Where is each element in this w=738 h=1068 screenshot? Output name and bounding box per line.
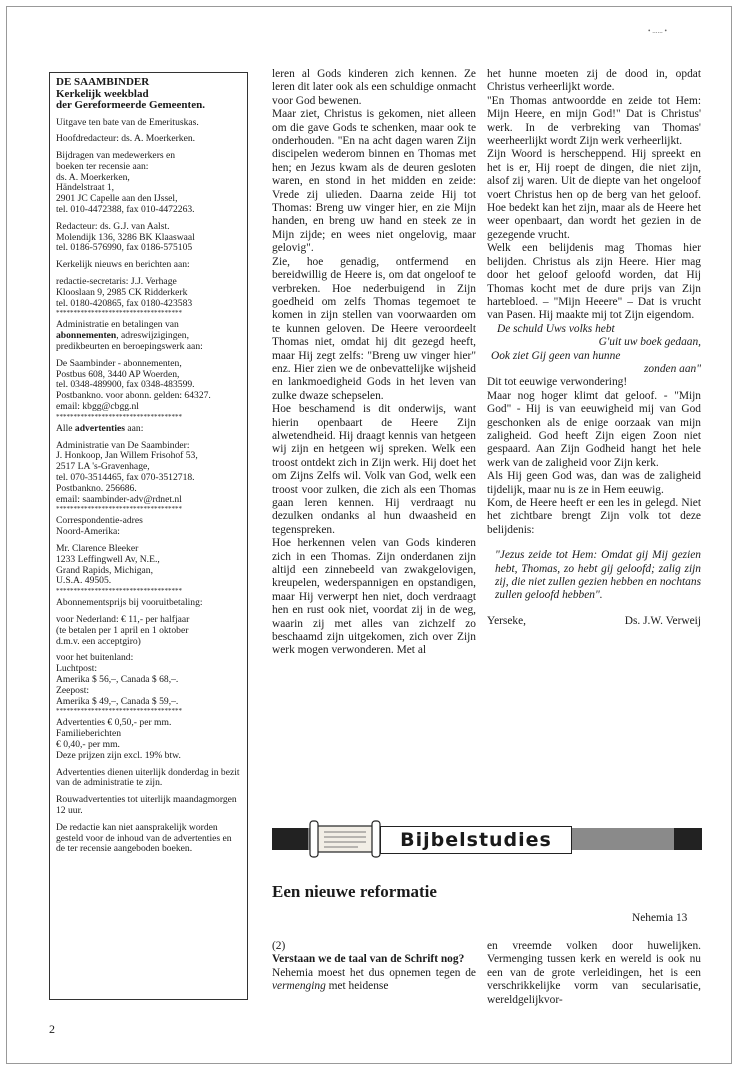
banner-label: Bijbelstudies [380,826,572,854]
poem-line: G'uit uw boek gedaan, [598,336,701,349]
poem-line: Ook ziet Gij geen van hunne [491,349,621,362]
hoofdredacteur: Hoofdredacteur: ds. A. Moerkerken. [56,133,196,145]
subheading: Verstaan we de taal van de Schrift nog? [272,953,465,966]
scroll-icon [308,820,388,858]
paragraph: Maar ziet, Christus is gekomen, niet alleen om die gave Gods te schenken, maar ook te onderhouden. "En na acht dagen waren Zijn discipelen wederom binnen en Thomas met hen; en Jezus kwam als de deuren gesloten waren, en stond in het midden en zeide: Vrede zij ulieden. Daarna zeide Hij tot Thomas: Breng uw vinger hier, en zie Mijn handen, en breng uw hand en steek ze in Mijn zijde; en wees niet ongelovig, maar gelovig". [272,108,476,255]
colophon-box [49,72,248,1000]
poem [487,323,701,377]
prijs-nederland: voor Nederland: € 11,- per halfjaar (te betalen per 1 april en 1 oktober d.m.v. een acceptgiro) [56,613,190,647]
banner-block-left [272,828,308,850]
signature [487,615,701,628]
advertentie-termijn: Advertenties dienen uiterlijk donderdag in bezit van de administratie te zijn. [56,766,240,789]
paragraph: Als Hij geen God was, dan was de zaligheid tijdelijk, maar nu is ze in Hem eeuwig. [487,470,701,496]
rouwadvertenties: Rouwadvertenties tot uiterlijk maandagmorgen 12 uur. [56,794,237,816]
section-banner [272,820,702,858]
disclaimer: De redactie kan niet aansprakelijk worden gesteld voor de inhoud van de advertenties en de ter recensie aangeboden boeken. [56,821,232,855]
paragraph: en vreemde volken door huwelijken. Vermenging tussen kerk en wereld is ook nu een van de grote verleidingen, het is een verschrikkelijke vorm van secularisatie, wereldgelijkvor- [487,940,701,1006]
separator: ************************************ [56,506,182,514]
paragraph: het hunne moeten zij de dood in, opdat Christus verheerlijkt worde. [487,68,701,94]
bible-quote: "Jezus zeide tot Hem: Omdat gij Mij gezien hebt, Thomas, zo hebt gij geloofd; zalig zijn zij, die niet zullen gezien hebben en nochtans zullen geloofd hebben". [495,549,701,602]
paragraph: Kom, de Heere heeft er een les in gelegd. Niet het zichtbare brengt Zijn volk tot deze belijdenis: [487,497,701,536]
separator: ************************************ [56,708,182,716]
prijs-buitenland: voor het buitenland: Luchtpost: Amerika $ 56,–, Canada $ 68,–. Zeepost: Amerika $ 49,–, Canada $ 59,–. [56,652,179,707]
signature-place: Yerseke, [487,614,527,627]
signature-author: Ds. J.W. Verweij [624,614,701,627]
part-number: (2) [272,940,286,952]
paragraph: Zijn Woord is herscheppend. Hij spreekt en het is er, Hij roept de dingen, die niet zijn, alsof zij waren. Uit de diepte van het ongeloof voert Christus hen op de berg van het geloof. Hoe bedekt kan het zijn, maar als de Heere het weer openbaart, dan wordt het gezien in de gezegende vrucht. [487,148,701,241]
poem-line: zonden aan" [644,362,701,375]
page-number: 2 [49,1022,55,1036]
paragraph: Hoe beschamend is dit onderwijs, want hierin openbaart de Heere Zijn alwetendheid. Hij draagt kennis van hetgeen wij zijn en hetgeen wij spreken. Welk een troost ontdekt zich in Zijn werk. Hij doet het om Zijns Zelfs wil. Volk van God, welk een troost voor zulken, die zich als een Thomas gaan leren kennen. Hij verdraagt nu dezulken ondanks al hun dwaasheid en tegenspreken. [272,403,476,536]
administratie-adres: De Saambinder - abonnementen, Postbus 608, 3440 AP Woerden, tel. 0348-489900, fax 0348-483599. Postbankno. voor abonn. gelden: 64327. email: kbgg@cbgg.nl [56,357,211,413]
abonnementsprijs: Abonnementsprijs bij vooruitbetaling: [56,597,203,609]
corner-mark: • ...... • [648,27,667,35]
article-column-2 [487,68,701,628]
paragraph: Maar nog hoger klimt dat geloof. - "Mijn God" - Hij is van eeuwigheid mij van God geschonken als de enige oorzaak van mijn zaligheid. God heeft Zijn eigen Zoon niet gespaard. Aan Zijn Godheid hangt het hele werk van de zaligheid voor Zijn kerk. [487,389,701,469]
uitgave: Uitgave ten bate van de Emerituskas. [56,116,199,128]
paragraph: Welk een belijdenis mag Thomas hier belijden. Christus als zijn Heere. Hier mag door het geloof geloofd worden, dat Hij Thomas kocht met de dure prijs van Zijn hartebloed. – "Mijn Heeere" – Dat is vrucht van Pasen. Hij maakte mij tot Zijn eigendom. [487,242,701,322]
masthead-line: der Gereformeerde Gemeenten. [56,99,205,111]
advertenties-intro: Alle advertenties aan: [56,422,144,434]
masthead-line: DE SAAMBINDER [56,76,150,88]
redacteur: Redacteur: ds. G.J. van Aalst. Molendijk 136, 3286 BK Klaaswaal tel. 0186-576990, fax 0186-575105 [56,220,195,254]
article2-column-2 [487,940,701,1007]
separator: ************************************ [56,310,182,318]
poem-line: De schuld Uws volks hebt [497,322,615,335]
bible-reference: Nehemia 13 [632,912,688,924]
correspondentie: Correspondentie-adres Noord-Amerika: [56,515,143,538]
paragraph: Hoe herkennen velen van Gods kinderen zich in een Thomas. Zijn onderdanen zijn altijd een zinnebeeld van zwakgelovigen, kreupelen, wederspannigen en opstandigen, maar Hij verwerpt hen niet, doch verdraagt hen en rust ook niet, voordat zij in de weg, waarin zij met alles van zichzelf zo beschaamd zijn uitgekomen, zich over Zijn werk mogen verwonderen. Met al [272,537,476,657]
paragraph: Zie, hoe genadig, ontfermend en bereidwillig de Heere is, om dat ongeloof te verbreken. Hoe nederbuigend in Zijn goedheid om zelfs Thomas tegemoet te komen in zijn stellen van voorwaarden om te kunnen geloven. De Heere veroordeelt Thomas niet, omdat hij dit gezegd heeft, maar Hij zegt zelfs: "Breng uw vinger hier" enz. Hier zien we de onbevattelijke wijsheid en lankmoedigheid Gods in het leven van zulke dwaze schepselen. [272,255,476,402]
masthead [56,77,241,112]
advertenties-adres: Administratie van De Saambinder: J. Honkoop, Jan Willem Frisohof 53, 2517 LA 's-Gravenhage, tel. 070-3514465, fax 070-3512718. Postbankno. 256686. email: saambinder-adv@rdnet.nl [56,439,198,505]
secretaris: redactie-secretaris: J.J. Verhage Klooslaan 9, 2985 CK Ridderkerk tel. 0180-420865, fax 0180-423583 [56,276,193,309]
banner-block-right [674,828,702,850]
paragraph: leren al Gods kinderen zich kennen. Ze leren dit later ook als een schuldige onmacht voor God bewenen. [272,68,476,107]
administratie-intro: Administratie en betalingen van abonnementen, adreswijzigingen, predikbeurten en beroepingswerk aan: [56,319,203,353]
paragraph: Nehemia moest het dus opnemen tegen de vermenging met heidense [272,966,476,993]
separator: ************************************ [56,588,182,596]
paragraph: Dit tot eeuwige verwondering! [487,376,628,389]
article-heading: Een nieuwe reformatie [272,882,437,901]
advertentie-prijzen: Advertenties € 0,50,- per mm. Familieberichten € 0,40,- per mm. Deze prijzen zijn excl. 19% btw. [56,717,181,761]
paragraph: "En Thomas antwoordde en zeide tot Hem: Mijn Heere, en mijn God!" Dat is Christus' werk. In de verbreking van Thomas' weerheerlijkt wordt Zijn werk verheerlijkt. [487,94,701,148]
separator: ************************************ [56,413,182,421]
article-column-1 [272,68,476,658]
article2-column-1 [272,940,476,994]
kerkelijk-nieuws: Kerkelijk nieuws en berichten aan: [56,259,190,271]
bleeker-adres: Mr. Clarence Bleeker 1233 Leffingwell Av, N.E., Grand Rapids, Michigan, U.S.A. 49505. [56,543,160,587]
bijdragen: Bijdragen van medewerkers en boeken ter recensie aan: ds. A. Moerkerken, Händelstraat 1, 2901 JC Capelle aan den IJssel, tel. 010-4472388, fax 010-4472263. [56,150,195,216]
masthead-line: Kerkelijk weekblad [56,87,149,100]
